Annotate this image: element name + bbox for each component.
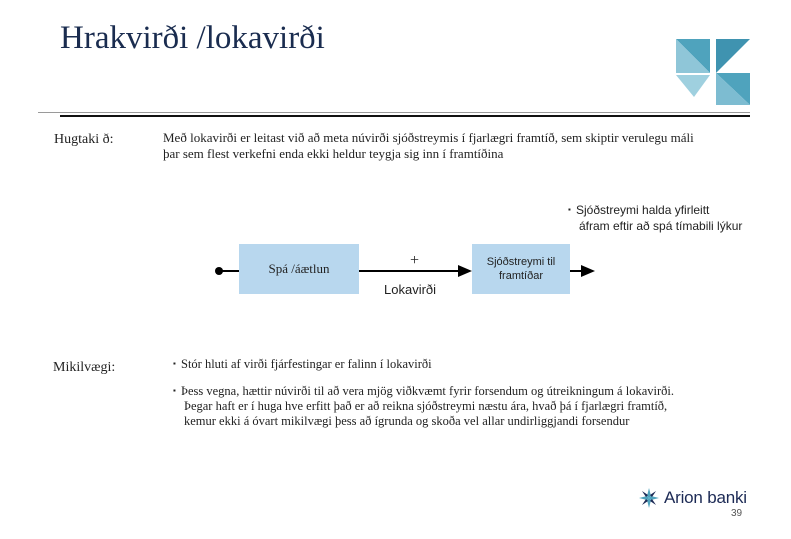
terminal-value-label: Lokavirði (384, 282, 437, 297)
note-line-1: Sjóðstreymi halda yfirleitt (576, 203, 710, 217)
slide-title: Hrakvirði /lokavirði (60, 20, 325, 56)
timeline-start-dot (215, 267, 223, 275)
importance-bullet-1 (173, 356, 693, 372)
decorative-triangles-logo-icon (672, 35, 754, 107)
importance-label: Mikilvægi: (53, 360, 116, 375)
bullet-icon: ▪ (173, 386, 176, 395)
concept-text: Með lokavirði er leitast við að meta núvirði sjóðstreymis í fjarlægri framtíð, sem skiptir verulegu máli þar sem flest verkefni enda ekki heldur teygja sig inn í framtíðina (163, 130, 694, 161)
bullet-1-text: Stór hluti af virði fjárfestingar er falinn í lokavirði (181, 357, 432, 371)
bullet-2-line-1: Þess vegna, hættir núvirði til að vera mjög viðkvæmt fyrir forsendum og útreikningum á lokavirði. (181, 384, 674, 398)
plus-sign: + (410, 252, 420, 269)
bullet-2-line-3: kemur ekki á óvart mikilvægi þess að ígrunda og skoða vel allar undirliggjandi forsendur (184, 414, 630, 428)
importance-bullet-2 (173, 383, 753, 429)
header-divider-thin (38, 112, 750, 113)
bullet-icon: ▪ (173, 359, 176, 368)
page-number: 39 (731, 508, 743, 519)
cashflow-note (568, 202, 748, 234)
concept-label: Hugtaki ð: (54, 132, 114, 147)
header-divider (60, 115, 750, 117)
future-cashflow-box: Sjóðstreymi til framtíðar (472, 244, 570, 294)
bullet-icon: ▪ (568, 205, 571, 214)
bullet-2-line-2: Þegar haft er í huga hve erfitt það er að reikna sjóðstreymi næstu ára, hvað þá í fjarlægri framtíð, (184, 399, 668, 413)
timeline-arrow-right (581, 265, 595, 277)
note-line-2: áfram eftir að spá tímabili lýkur (579, 219, 743, 233)
forecast-box: Spá /áætlun (239, 244, 359, 294)
arion-star-icon (638, 487, 660, 509)
timeline-arrow-middle (458, 265, 472, 277)
brand-name: Arion banki (664, 488, 747, 507)
